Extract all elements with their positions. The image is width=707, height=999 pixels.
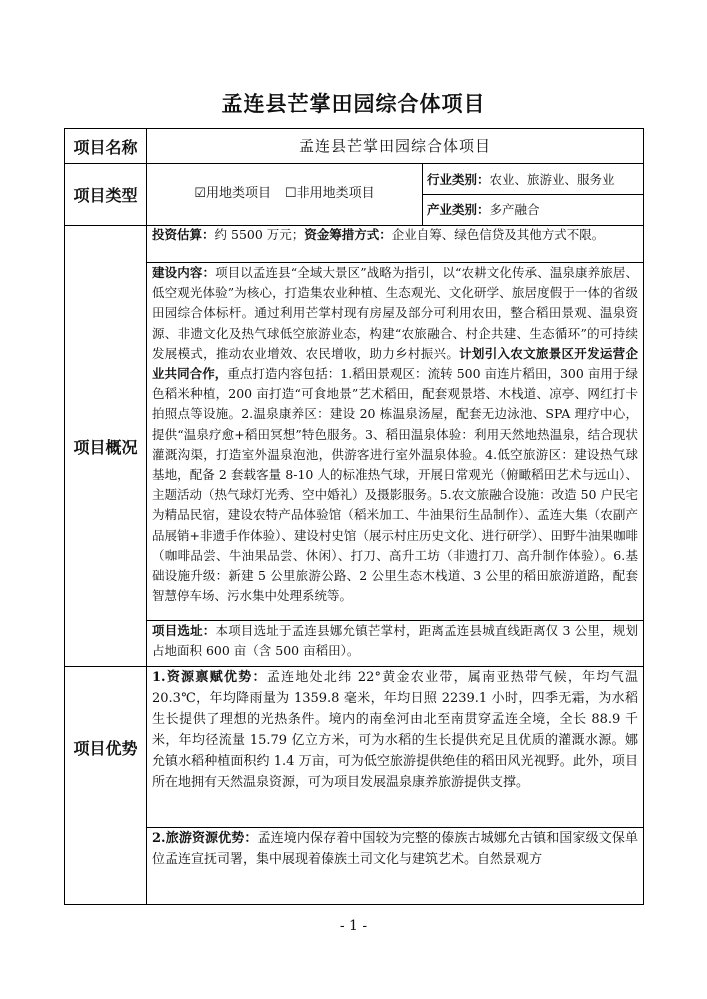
land-project-checkbox[interactable]: ☑用地类项目 bbox=[194, 186, 271, 202]
sector-label: 产业类别： bbox=[427, 202, 490, 217]
investment-label: 投资估算： bbox=[152, 227, 215, 242]
table-divider bbox=[422, 194, 643, 195]
tourism-advantage bbox=[152, 828, 638, 904]
label-project-type: 项目类型 bbox=[73, 186, 138, 205]
industry-value: 农业、旅游业、服务业 bbox=[489, 172, 615, 187]
content-text-2: 重点打造内容包括：1.稻田景观区：流转 500 亩连片稻田，300 亩用于绿色稻米种植，200 亩打造“可食地景”艺术稻田，配套观景塔、木栈道、凉亭、网红打卡拍照点等设施。2.温泉康养区：建设 20 栋温泉汤屋，配套无边泳池、SPA 理疗中心，提供“温泉疗愈+稻田冥想”特色服务。3、稻田温泉体验：利用天然地热温泉，结合现状灌溉沟渠，打造室外温泉泡池，供游客进行室外温泉体验。4.低空旅游区：建设热气球基地，配备 2 套载客量 8-10 人的标准热气球，开展日常观光（俯瞰稻田艺术与远山）、主题活动（热气球灯光秀、空中婚礼）及摄影服务。5.农文旅融合设施：改造 50 户民宅为精品民宿，建设农特产品体验馆（稻米加工、牛油果衍生品制作）、孟连大集（农副产品展销+非遗手作体验）、建设村史馆（展示村庄历史文化、进行研学）、田野牛油果咖啡（咖啡品尝、牛油果品尝、休闲）、打刀、高升工坊（非遗打刀、高升制作体验）。6.基础设施升级：新建 5 公里旅游公路、2 公里生态木栈道、3 公里的稻田旅游道路，配套智慧停车场、污水集中处理系统等。 bbox=[152, 366, 638, 604]
label-project-name: 项目名称 bbox=[73, 137, 138, 157]
project-name-value: 孟连县芒掌田园综合体项目 bbox=[298, 136, 491, 155]
page-number: - 1 - bbox=[339, 918, 368, 934]
industry-label: 行业类别： bbox=[427, 172, 490, 187]
site-label: 项目选址： bbox=[152, 623, 216, 638]
resource-label: 1.资源禀赋优势： bbox=[152, 670, 267, 685]
resource-value: 孟连地处北纬 22°黄金农业带，属南亚热带气候，年均气温 20.3℃，年均降雨量为 1359.8 毫米，年均日照 2239.1 小时，四季无霜，为水稻生长提供了理想的光热条件。境内的南垒河由北至南贯穿孟连全境，全长 88.9 千米，年均径流量 15.79 亿立方米，可为水稻的生长提供充足且优质的灌溉水源。娜允镇水稻种植面积约 1.4 万亩，可为低空旅游提供绝佳的稻田风光视野。此外，项目所在地拥有天然温泉资源，可为项目发展温泉康养旅游提供支撑。 bbox=[152, 670, 638, 790]
document-title: 孟连县芒掌田园综合体项目 bbox=[221, 91, 486, 116]
industry-category bbox=[427, 170, 643, 192]
investment-funding bbox=[152, 225, 638, 262]
project-type-options bbox=[147, 164, 422, 225]
nonland-project-checkbox[interactable]: ☐非用地类项目 bbox=[285, 186, 375, 202]
tourism-label: 2.旅游资源优势： bbox=[152, 831, 258, 846]
site-value: 本项目选址于孟连县娜允镇芒掌村，距离孟连县城直线距离仅 3 公里，规划占地面积 600 亩（含 500 亩稻田）。 bbox=[152, 623, 638, 659]
project-table bbox=[64, 128, 644, 905]
project-site bbox=[152, 621, 638, 666]
investment-value: 约 5500 万元； bbox=[214, 227, 305, 242]
content-label: 建设内容： bbox=[152, 265, 216, 280]
funding-label: 资金筹措方式： bbox=[304, 227, 392, 242]
tourism-value: 孟连境内保存着中国较为完整的傣族古城娜允古镇和国家级文保单位孟连宣抚司署，集中展现着傣族土司文化与建筑艺术。自然景观方 bbox=[152, 831, 638, 867]
construction-content bbox=[152, 263, 638, 620]
sector-value: 多产融合 bbox=[489, 202, 540, 217]
label-project-advantages: 项目优势 bbox=[73, 738, 138, 758]
resource-advantage bbox=[152, 667, 638, 827]
funding-value: 企业自筹、绿色信贷及其他方式不限。 bbox=[391, 227, 605, 242]
label-project-overview: 项目概况 bbox=[73, 437, 138, 457]
content-bold-text: 计划引入农文旅景区开发运营企业共同合作， bbox=[152, 345, 638, 382]
content-text-1: 项目以孟连县“全域大景区”战略为指引，以“农耕文化传承、温泉康养旅居、低空观光体验”为核心，打造集农业种植、生态观光、文化研学、旅居度假于一体的省级田园综合体标杆。通过利用芒掌村现有房屋及部分可利用农田，整合稻田景观、温泉资源、非遗文化及热气球低空旅游业态，构建“农旅融合、村企共建、生态循环”的可持续发展模式，推动农业增效、农民增收，助力乡村振兴。 bbox=[152, 265, 638, 361]
table-divider bbox=[146, 129, 147, 904]
sector-category bbox=[427, 200, 643, 222]
